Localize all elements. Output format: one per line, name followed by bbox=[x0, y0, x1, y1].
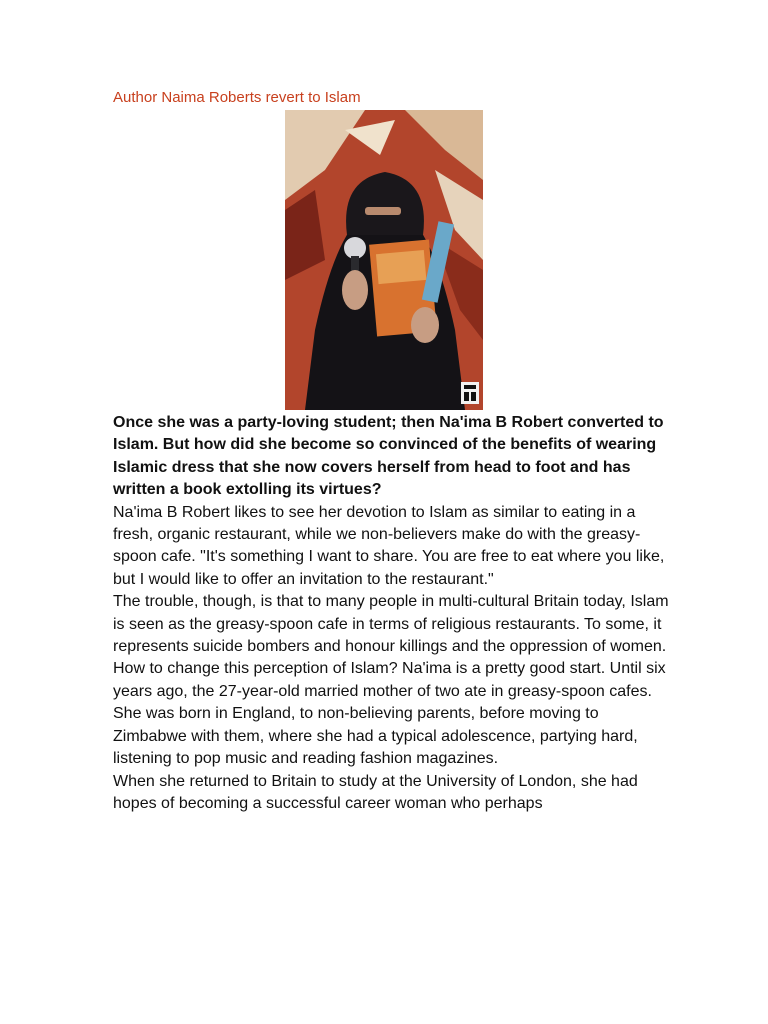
logo-emblem-icon bbox=[461, 382, 479, 404]
body-paragraph: When she returned to Britain to study at the University of London, she had hopes of becoming a successful career woman who perhaps bbox=[113, 772, 638, 812]
article-photo bbox=[285, 110, 483, 410]
article-body bbox=[113, 412, 673, 815]
body-paragraph: Na'ima B Robert likes to see her devotion to Islam as similar to eating in a fresh, organic restaurant, while we non-believers make do with the greasy-spoon cafe. "It's something I want to share. You are free to eat where you like, but I would like to offer an invitation to the restaurant." bbox=[113, 503, 665, 588]
lead-paragraph: Once she was a party-loving student; then Na'ima B Robert converted to Islam. But how did she become so convinced of the benefits of wearing Islamic dress that she now covers herself from head to foot and has written a book extolling its virtues? bbox=[113, 414, 664, 499]
body-paragraph: The trouble, though, is that to many people in multi-cultural Britain today, Islam is seen as the greasy-spoon cafe in terms of religious restaurants. To some, it represents suicide bombers and honour killings and the oppression of women. bbox=[113, 593, 669, 656]
woman-in-niqab-reading-book-photo bbox=[285, 110, 483, 410]
article-title: Author Naima Roberts revert to Islam bbox=[113, 89, 361, 106]
body-paragraph: How to change this perception of Islam? Na'ima is a pretty good start. Until six years ago, the 27-year-old married mother of two ate in greasy-spoon cafes. She was born in England, to non-believing parents, before moving to Zimbabwe with them, where she had a typical adolescence, partying hard, listening to pop music and reading fashion magazines. bbox=[113, 660, 666, 768]
